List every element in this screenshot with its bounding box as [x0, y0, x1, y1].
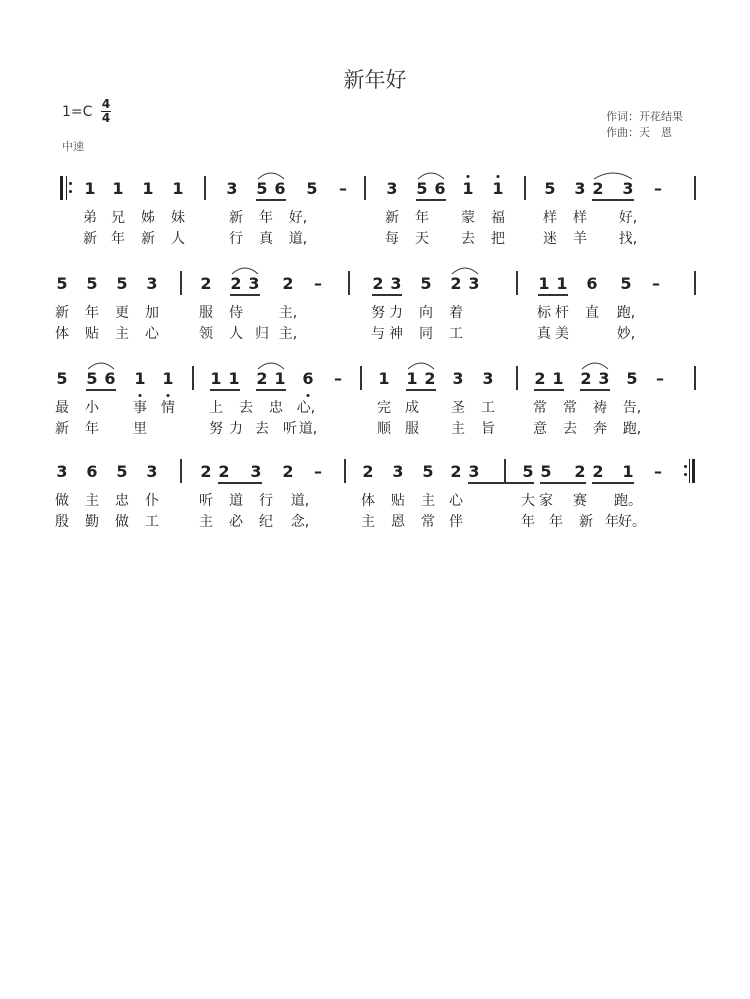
lyric-verse-2: 迷	[543, 231, 557, 247]
note: 5	[620, 274, 632, 293]
lyric-verse-2: 道,	[288, 231, 308, 247]
lyric-verse-2: 真	[259, 231, 273, 247]
note: –	[339, 179, 347, 198]
barline	[694, 176, 696, 200]
lyric-verse-2: 新	[55, 421, 69, 437]
lyric-verse-2: 去	[461, 231, 475, 247]
note: 6	[586, 274, 598, 293]
lyric-verse-2: 新	[141, 231, 155, 247]
note: 1	[556, 274, 568, 293]
note: 6	[302, 369, 314, 388]
note: 3	[468, 462, 480, 481]
note: 2	[424, 369, 436, 388]
note: 1	[112, 179, 124, 198]
note: 6	[86, 462, 98, 481]
note: 5	[306, 179, 318, 198]
lyric-verse-2: 勤	[85, 514, 99, 530]
note: 2	[230, 274, 242, 293]
lyric-verse-1: 新	[385, 210, 399, 226]
note: 5	[56, 274, 68, 293]
note: 5	[56, 369, 68, 388]
note: 6	[434, 179, 446, 198]
lyric-verse-2: 归	[255, 326, 269, 342]
lyric-verse-2: 念,	[290, 514, 310, 530]
slur	[452, 265, 478, 275]
slur	[232, 265, 258, 275]
note: 5	[116, 274, 128, 293]
note: 2	[282, 274, 294, 293]
note: 1	[228, 369, 240, 388]
tempo-marking: 中速	[62, 140, 84, 153]
lyric-verse-2: 人	[229, 326, 243, 342]
lyric-verse-1: 常	[533, 400, 547, 416]
note: 5	[420, 274, 432, 293]
lyric-verse-1: 圣	[451, 400, 465, 416]
note: 5	[86, 369, 98, 388]
note: 3	[226, 179, 238, 198]
lyric-verse-2: 主	[451, 421, 465, 437]
lyric-verse-1: 弟	[83, 210, 97, 226]
lyric-verse-1: 妹	[171, 210, 185, 226]
lyric-verse-1: 家	[539, 493, 553, 509]
lyric-verse-1: 体	[361, 493, 375, 509]
note: 1	[378, 369, 390, 388]
lyric-verse-1: 服	[199, 305, 213, 321]
lyric-verse-2: 主	[115, 326, 129, 342]
eighth-note-beam	[256, 199, 286, 201]
lyric-verse-2: 新	[83, 231, 97, 247]
note: 1	[172, 179, 184, 198]
slur	[594, 170, 632, 180]
octave-dot-high	[467, 175, 470, 178]
lyric-verse-1: 样	[573, 210, 587, 226]
lyric-verse-1: 完	[377, 400, 391, 416]
lyric-verse-1: 加	[145, 305, 159, 321]
note: 1	[552, 369, 564, 388]
note: 1	[274, 369, 286, 388]
barline	[180, 459, 182, 483]
lyric-verse-1: 新	[229, 210, 243, 226]
note: 6	[274, 179, 286, 198]
lyric-verse-2: 奔	[593, 421, 607, 437]
lyric-verse-1: 工	[481, 400, 495, 416]
note: 1	[210, 369, 222, 388]
lyric-verse-1: 小	[85, 400, 99, 416]
lyric-verse-1: 主	[421, 493, 435, 509]
note: 2	[200, 462, 212, 481]
note: 5	[116, 462, 128, 481]
note: –	[652, 274, 660, 293]
note: 2	[592, 179, 604, 198]
lyric-verse-1: 事	[133, 400, 147, 416]
eighth-note-beam	[416, 199, 446, 201]
note: 1	[622, 462, 634, 481]
lyric-verse-1: 上	[209, 400, 223, 416]
slur	[88, 360, 114, 370]
slur	[408, 360, 434, 370]
lyric-verse-1: 杆	[555, 305, 569, 321]
lyric-verse-2: 去	[255, 421, 269, 437]
note: 2	[362, 462, 374, 481]
lyric-verse-2: 把	[491, 231, 505, 247]
note: –	[654, 462, 662, 481]
lyric-verse-1: 样	[543, 210, 557, 226]
eighth-note-beam	[218, 482, 262, 484]
note: 3	[574, 179, 586, 198]
repeat-end-sign	[684, 459, 696, 483]
note: 3	[250, 462, 262, 481]
lyric-verse-2: 顺	[377, 421, 391, 437]
lyric-verse-1: 新	[55, 305, 69, 321]
lyric-verse-1: 标	[537, 305, 551, 321]
note: 3	[452, 369, 464, 388]
lyric-verse-2: 心	[145, 326, 159, 342]
lyric-verse-2: 神	[389, 326, 403, 342]
lyric-verse-1: 侍	[229, 305, 243, 321]
note: –	[656, 369, 664, 388]
key-label: 1=C	[62, 104, 93, 120]
note: 1	[492, 179, 504, 198]
slur	[582, 360, 608, 370]
lyric-verse-1: 跑。	[614, 493, 642, 509]
barline	[516, 271, 518, 295]
lyric-verse-2: 与	[371, 326, 385, 342]
lyric-verse-2: 主,	[278, 326, 298, 342]
lyric-verse-2: 领	[199, 326, 213, 342]
lyric-verse-2: 服	[405, 421, 419, 437]
note: 5	[522, 462, 534, 481]
lyric-verse-2: 找,	[618, 231, 638, 247]
lyric-verse-2: 做	[115, 514, 129, 530]
note: 5	[422, 462, 434, 481]
slur	[418, 170, 444, 180]
lyric-verse-1: 福	[491, 210, 505, 226]
slur	[258, 360, 284, 370]
lyric-verse-2: 人	[171, 231, 185, 247]
note: 5	[86, 274, 98, 293]
eighth-note-beam	[580, 389, 610, 391]
lyric-verse-2: 主	[361, 514, 375, 530]
lyric-verse-1: 年	[259, 210, 273, 226]
lyric-verse-1: 仆	[145, 493, 159, 509]
barline	[524, 176, 526, 200]
lyric-verse-1: 去	[239, 400, 253, 416]
note: 3	[482, 369, 494, 388]
lyric-verse-2: 恩	[391, 514, 405, 530]
lyric-verse-2: 主	[199, 514, 213, 530]
lyric-verse-1: 年	[85, 305, 99, 321]
note: 5	[416, 179, 428, 198]
note: 3	[386, 179, 398, 198]
lyric-verse-2: 里	[133, 421, 147, 437]
lyric-verse-1: 跑,	[616, 305, 636, 321]
lyric-verse-1: 姊	[141, 210, 155, 226]
lyric-verse-2: 听	[283, 421, 297, 437]
lyric-verse-1: 道	[229, 493, 243, 509]
lyric-verse-2: 常	[421, 514, 435, 530]
note: 3	[146, 274, 158, 293]
note: 2	[218, 462, 230, 481]
lyric-verse-2: 伴	[449, 514, 463, 530]
lyric-verse-2: 行	[229, 231, 243, 247]
lyric-verse-1: 主,	[278, 305, 298, 321]
time-signature-bottom: 4	[101, 111, 111, 125]
barline	[344, 459, 346, 483]
note: 2	[534, 369, 546, 388]
repeat-start-sign	[60, 176, 72, 200]
lyric-verse-1: 心,	[296, 400, 316, 416]
lyric-verse-1: 好,	[288, 210, 308, 226]
note: 3	[622, 179, 634, 198]
lyric-verse-2: 同	[419, 326, 433, 342]
lyric-verse-1: 着	[449, 305, 463, 321]
lyric-verse-1: 情	[161, 400, 175, 416]
barline	[694, 271, 696, 295]
lyric-verse-2: 旨	[481, 421, 495, 437]
lyric-verse-1: 力	[389, 305, 403, 321]
note: 2	[256, 369, 268, 388]
eighth-note-beam	[592, 199, 634, 201]
note: 5	[544, 179, 556, 198]
note: 6	[104, 369, 116, 388]
lyric-verse-2: 去	[563, 421, 577, 437]
lyric-verse-1: 蒙	[461, 210, 475, 226]
time-signature-top: 4	[101, 97, 111, 111]
lyric-verse-2: 殷	[55, 514, 69, 530]
note: 3	[248, 274, 260, 293]
lyric-verse-2: 必	[229, 514, 243, 530]
octave-dot-low	[139, 394, 142, 397]
lyric-verse-1: 成	[405, 400, 419, 416]
octave-dot-high	[497, 175, 500, 178]
note: –	[654, 179, 662, 198]
note: 3	[56, 462, 68, 481]
barline	[348, 271, 350, 295]
note: 3	[468, 274, 480, 293]
lyric-verse-1: 行	[259, 493, 273, 509]
composer-credit: 作曲：天 恩	[606, 126, 672, 139]
lyric-verse-2: 贴	[85, 326, 99, 342]
eighth-note-beam	[538, 294, 568, 296]
note: 2	[592, 462, 604, 481]
lyric-verse-1: 心	[449, 493, 463, 509]
lyric-verse-2: 妙,	[616, 326, 636, 342]
lyric-verse-1: 祷	[593, 400, 607, 416]
lyric-verse-1: 更	[115, 305, 129, 321]
lyric-verse-2: 跑,	[622, 421, 642, 437]
note: 2	[372, 274, 384, 293]
page-title: 新年好	[343, 68, 407, 92]
octave-dot-low	[167, 394, 170, 397]
lyric-verse-1: 努	[371, 305, 385, 321]
lyric-verse-2: 年	[549, 514, 563, 530]
note: 3	[392, 462, 404, 481]
lyric-verse-1: 听	[199, 493, 213, 509]
lyric-verse-2: 每	[385, 231, 399, 247]
lyric-verse-1: 大	[521, 493, 535, 509]
lyric-verse-1: 最	[55, 400, 69, 416]
lyric-verse-2: 新	[579, 514, 593, 530]
barline	[192, 366, 194, 390]
barline	[204, 176, 206, 200]
note: –	[314, 462, 322, 481]
lyric-verse-2: 羊	[573, 231, 587, 247]
note: 2	[580, 369, 592, 388]
eighth-note-beam	[86, 389, 116, 391]
lyric-verse-2: 年	[521, 514, 535, 530]
lyric-verse-2: 真	[537, 326, 551, 342]
eighth-note-beam	[406, 389, 436, 391]
lyric-verse-2: 努	[209, 421, 223, 437]
slur	[258, 170, 284, 180]
lyric-verse-1: 道,	[290, 493, 310, 509]
eighth-note-beam	[468, 482, 534, 484]
lyric-verse-1: 常	[563, 400, 577, 416]
note: 3	[598, 369, 610, 388]
note: 5	[256, 179, 268, 198]
lyric-verse-1: 赛	[573, 493, 587, 509]
lyric-verse-2: 道,	[298, 421, 318, 437]
note: 1	[462, 179, 474, 198]
barline	[360, 366, 362, 390]
note: 2	[450, 274, 462, 293]
note: 1	[538, 274, 550, 293]
eighth-note-beam	[592, 482, 634, 484]
barline	[694, 366, 696, 390]
lyric-verse-2: 纪	[259, 514, 273, 530]
lyric-verse-2: 年	[111, 231, 125, 247]
note: 5	[540, 462, 552, 481]
lyric-verse-2: 力	[229, 421, 243, 437]
note: –	[314, 274, 322, 293]
lyric-verse-2: 工	[449, 326, 463, 342]
lyric-verse-2: 美	[555, 326, 569, 342]
note: 1	[84, 179, 96, 198]
eighth-note-beam	[534, 389, 564, 391]
lyric-verse-2: 意	[533, 421, 547, 437]
eighth-note-beam	[256, 389, 286, 391]
note: 3	[146, 462, 158, 481]
eighth-note-beam	[540, 482, 586, 484]
barline	[516, 366, 518, 390]
lyric-verse-1: 贴	[391, 493, 405, 509]
lyric-verse-1: 主	[85, 493, 99, 509]
lyric-verse-2: 天	[415, 231, 429, 247]
lyric-verse-2: 年	[605, 514, 619, 530]
lyric-verse-1: 告,	[622, 400, 642, 416]
lyric-verse-1: 年	[415, 210, 429, 226]
barline	[504, 459, 506, 483]
lyric-verse-1: 兄	[111, 210, 125, 226]
lyric-verse-2: 好。	[618, 514, 646, 530]
lyric-verse-2: 工	[145, 514, 159, 530]
lyric-verse-1: 忠	[115, 493, 129, 509]
eighth-note-beam	[230, 294, 260, 296]
note: 2	[450, 462, 462, 481]
note: 1	[134, 369, 146, 388]
lyric-verse-1: 好,	[618, 210, 638, 226]
lyric-verse-1: 直	[585, 305, 599, 321]
note: 2	[574, 462, 586, 481]
note: 1	[162, 369, 174, 388]
lyric-verse-1: 向	[419, 305, 433, 321]
lyricist-credit: 作词：开花结果	[606, 110, 683, 123]
note: 5	[626, 369, 638, 388]
note: 1	[142, 179, 154, 198]
octave-dot-low	[307, 394, 310, 397]
note: –	[334, 369, 342, 388]
barline	[180, 271, 182, 295]
lyric-verse-1: 忠	[269, 400, 283, 416]
note: 3	[390, 274, 402, 293]
eighth-note-beam	[372, 294, 402, 296]
note: 1	[406, 369, 418, 388]
lyric-verse-1: 做	[55, 493, 69, 509]
lyric-verse-2: 年	[85, 421, 99, 437]
lyric-verse-2: 体	[55, 326, 69, 342]
note: 2	[200, 274, 212, 293]
eighth-note-beam	[210, 389, 240, 391]
note: 2	[282, 462, 294, 481]
barline	[364, 176, 366, 200]
